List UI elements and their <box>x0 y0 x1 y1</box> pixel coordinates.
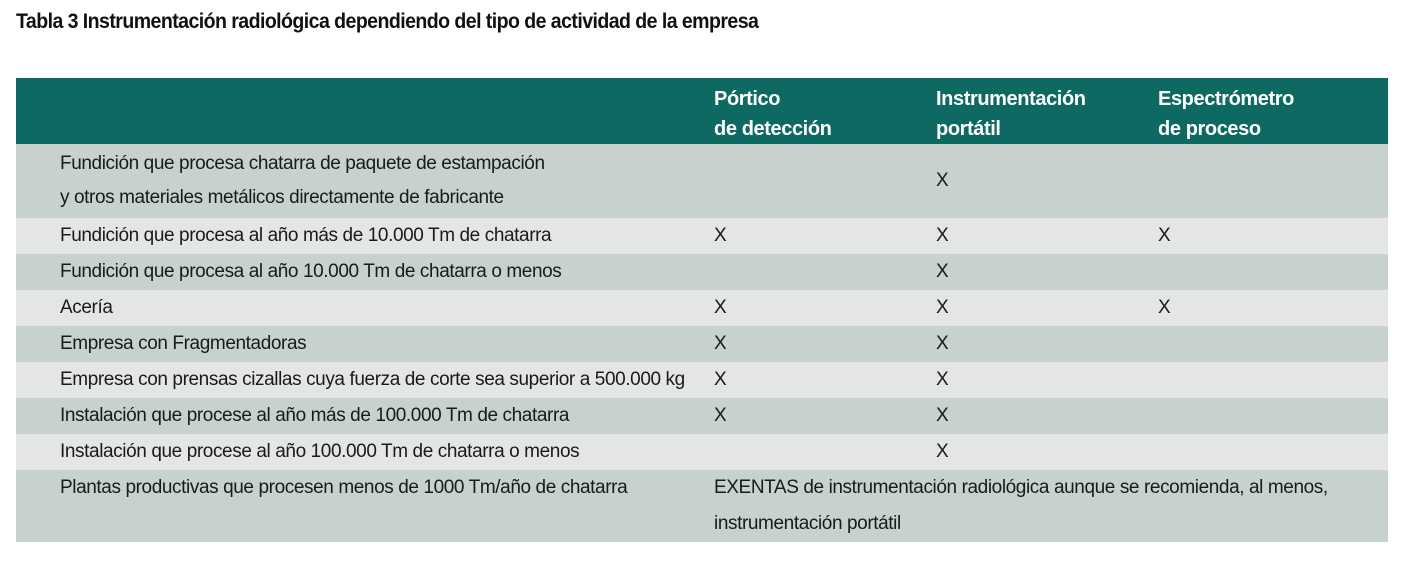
cell-portatil: X <box>922 254 1144 290</box>
table-row <box>16 218 1388 254</box>
header-portatil-line2: portátil <box>936 118 1001 140</box>
row-label: Fundición que procesa al año más de 10.000 Tm de chatarra <box>16 218 700 254</box>
row-label: Acería <box>16 290 700 326</box>
row-label-line1: Fundición que procesa chatarra de paquete de estampación <box>60 153 545 174</box>
cell-portatil: X <box>922 290 1144 326</box>
cell-portatil: X <box>922 218 1144 254</box>
table-header-row <box>16 78 1388 144</box>
header-activity <box>16 78 700 144</box>
table-row <box>16 398 1388 434</box>
cell-espectrometro <box>1144 398 1388 434</box>
cell-portatil: X <box>922 398 1144 434</box>
cell-portico <box>700 144 922 218</box>
cell-portico: X <box>700 362 922 398</box>
cell-espectrometro: X <box>1144 290 1388 326</box>
header-portico-line2: de detección <box>714 118 832 140</box>
table-row <box>16 290 1388 326</box>
table-row <box>16 254 1388 290</box>
cell-espectrometro: X <box>1144 218 1388 254</box>
header-portatil <box>922 78 1144 144</box>
exempt-note: EXENTAS de instrumentación radiológica aunque se recomienda, al menos, instrumentación portátil <box>700 470 1388 542</box>
cell-portico: X <box>700 398 922 434</box>
cell-portatil: X <box>922 144 1144 218</box>
cell-portatil: X <box>922 362 1144 398</box>
cell-portico: X <box>700 290 922 326</box>
cell-portico: X <box>700 218 922 254</box>
row-label: Fundición que procesa al año 10.000 Tm de chatarra o menos <box>16 254 700 290</box>
header-espectrometro-line2: de proceso <box>1158 118 1261 140</box>
header-portico-line1: Pórtico <box>714 88 781 110</box>
row-label: Plantas productivas que procesen menos de 1000 Tm/año de chatarra <box>16 470 700 542</box>
table-title: Tabla 3 Instrumentación radiológica dependiendo del tipo de actividad de la empresa <box>16 10 759 33</box>
table-row <box>16 362 1388 398</box>
cell-portatil: X <box>922 326 1144 362</box>
cell-espectrometro <box>1144 434 1388 470</box>
instrumentation-table <box>16 78 1388 542</box>
table-row <box>16 434 1388 470</box>
row-label: Instalación que procese al año más de 100.000 Tm de chatarra <box>16 398 700 434</box>
cell-espectrometro <box>1144 254 1388 290</box>
row-label-line2: y otros materiales metálicos directamente de fabricante <box>60 187 504 208</box>
row-label: Empresa con prensas cizallas cuya fuerza de corte sea superior a 500.000 kg <box>16 362 700 398</box>
cell-portatil: X <box>922 434 1144 470</box>
cell-portico: X <box>700 326 922 362</box>
row-label: Empresa con Fragmentadoras <box>16 326 700 362</box>
row-label: Instalación que procese al año 100.000 Tm de chatarra o menos <box>16 434 700 470</box>
cell-espectrometro <box>1144 362 1388 398</box>
cell-espectrometro <box>1144 326 1388 362</box>
header-espectrometro-line1: Espectrómetro <box>1158 88 1294 110</box>
header-portatil-line1: Instrumentación <box>936 88 1086 110</box>
header-espectrometro <box>1144 78 1388 144</box>
table-row <box>16 470 1388 542</box>
table-row <box>16 144 1388 218</box>
row-label <box>16 144 700 218</box>
table-row <box>16 326 1388 362</box>
cell-portico <box>700 254 922 290</box>
cell-portico <box>700 434 922 470</box>
header-portico <box>700 78 922 144</box>
cell-espectrometro <box>1144 144 1388 218</box>
